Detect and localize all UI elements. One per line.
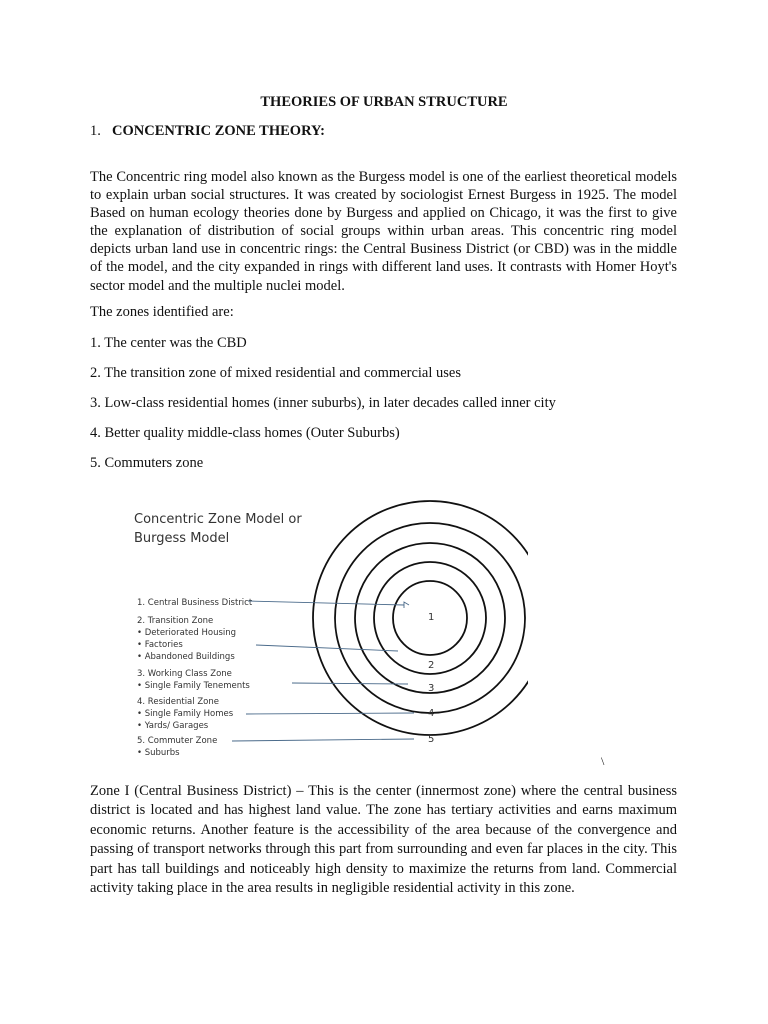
zones-intro: The zones identified are: — [90, 304, 234, 320]
ring-number-5: 5 — [428, 734, 435, 745]
label-zone-4: 4. Residential Zone — [137, 697, 219, 707]
zone-list-item: 5. Commuters zone — [90, 455, 204, 471]
ring-number-3: 3 — [428, 683, 435, 694]
label-zone-5-item: • Suburbs — [137, 748, 180, 758]
label-zone-4-item: • Single Family Homes — [137, 709, 234, 719]
ring-number-1: 1 — [428, 612, 435, 623]
label-zone-5: 5. Commuter Zone — [137, 736, 218, 746]
section-heading — [90, 123, 325, 140]
leader-line-2 — [256, 645, 398, 651]
ring-5 — [313, 501, 528, 735]
section-title: CONCENTRIC ZONE THEORY: — [112, 123, 326, 139]
arrowhead-1 — [404, 602, 409, 608]
label-zone-3-item: • Single Family Tenements — [137, 681, 250, 691]
leader-line-3 — [292, 683, 408, 684]
diagram-svg — [108, 478, 528, 768]
zone-list — [90, 334, 556, 484]
label-zone-2-item: • Deteriorated Housing — [137, 628, 237, 638]
label-zone-4-item: • Yards/ Garages — [137, 721, 209, 731]
concentric-zone-diagram — [108, 478, 528, 768]
diagram-title-line2: Burgess Model — [134, 531, 230, 546]
label-zone-2-item: • Abandoned Buildings — [137, 652, 235, 662]
label-zone-2: 2. Transition Zone — [137, 616, 214, 626]
label-zone-1: 1. Central Business District — [137, 598, 253, 608]
ring-number-2: 2 — [428, 660, 435, 671]
zone-list-item: 1. The center was the CBD — [90, 335, 247, 351]
stray-mark: \ — [601, 754, 605, 768]
zone-list-item: 3. Low-class residential homes (inner suburbs), in later decades called inner city — [90, 395, 556, 411]
intro-paragraph: The Concentric ring model also known as the Burgess model is one of the earliest theoretical models to explain urban social structures. It was created by sociologist Ernest Burgess in 1925. The model Based on human ecology theories done by Burgess and applied on Chicago, it was the first to give the explanation of distribution of social groups within urban areas. This concentric ring model depicts urban land use in concentric rings: the Central Business District (or CBD) was in the middle of the model, and the city expanded in rings with different land uses. It contrasts with Homer Hoyt's sector model and the multiple nuclei model. — [90, 169, 677, 294]
document-title: THEORIES OF URBAN STRUCTURE — [260, 94, 508, 110]
zone-list-item: 4. Better quality middle-class homes (Outer Suburbs) — [90, 425, 400, 441]
leader-line-5 — [232, 739, 414, 741]
ring-number-4: 4 — [428, 708, 435, 719]
label-zone-3: 3. Working Class Zone — [137, 669, 232, 679]
zone-list-item: 2. The transition zone of mixed residential and commercial uses — [90, 365, 461, 381]
leader-line-4 — [246, 713, 414, 714]
zone1-paragraph: Zone I (Central Business District) – This is the center (innermost zone) where the central business district is located and has highest land value. The zone has tertiary activities and earns maximum economic returns. Another feature is the accessibility of the area because of the convergence and passing of transport networks through this part from surrounding and even far places in the city. This part has tall buildings and noticeably high density to maximize the returns from land. Commercial activity taking place in the area results in negligible residential activity in this zone. — [90, 783, 677, 897]
label-zone-2-item: • Factories — [137, 640, 183, 650]
leader-line-1 — [248, 601, 404, 605]
section-number: 1. — [90, 123, 101, 139]
diagram-title-line1: Concentric Zone Model or — [134, 512, 302, 527]
